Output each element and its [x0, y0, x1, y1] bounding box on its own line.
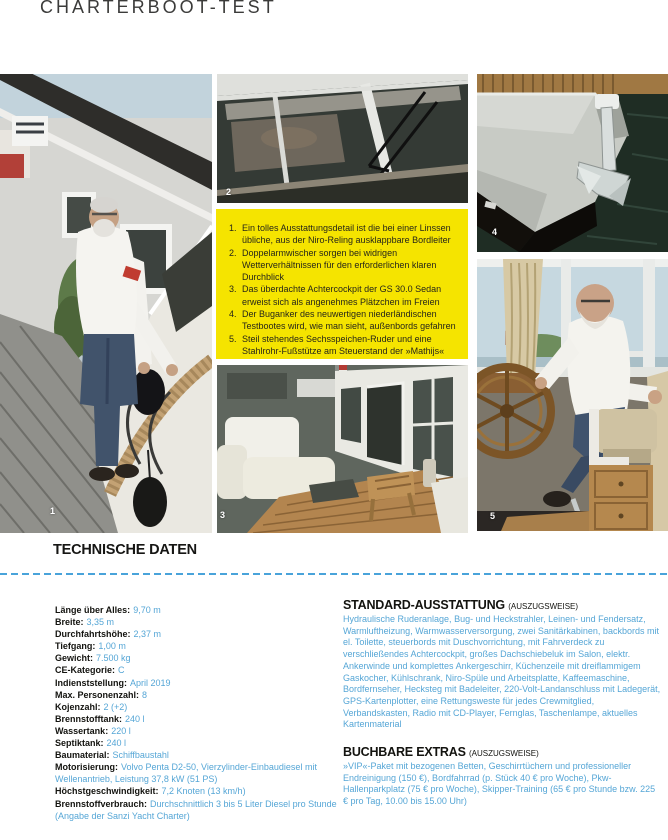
- spec-row: [55, 640, 337, 652]
- spec-row: [55, 616, 337, 628]
- spec-value: 240 l: [106, 738, 127, 749]
- spec-label: Kojenzahl:: [55, 701, 101, 712]
- spec-label: Motorisierung:: [55, 762, 118, 773]
- bookable-extras-heading: [343, 745, 661, 759]
- tech-data-heading: TECHNISCHE DATEN: [53, 542, 197, 558]
- photo-badge-1: 1: [50, 506, 56, 516]
- spec-row: [55, 761, 337, 785]
- spec-value: 1,00 m: [98, 641, 126, 652]
- spec-label: Tiefgang:: [55, 641, 96, 652]
- spec-value: 2 (+2): [103, 701, 128, 712]
- spec-row: [55, 749, 337, 761]
- photo-bow-anchor: [477, 74, 668, 252]
- spec-label: Gewicht:: [55, 653, 94, 664]
- standard-equipment-title: STANDARD-AUSSTATTUNG: [343, 598, 505, 612]
- photo-boarding-ladder-illustration: [0, 74, 212, 533]
- spec-value: Durchschnittlich 3 bis 5 Liter Diesel pro Stunde (Angabe der Sanzi Yacht Charter): [55, 798, 337, 821]
- callout-box: [216, 209, 468, 359]
- spec-row: [55, 701, 337, 713]
- spec-value: 9,70 m: [133, 605, 161, 615]
- spec-row: [55, 785, 337, 797]
- spec-label: Länge über Alles:: [55, 605, 131, 615]
- spec-label: Septiktank:: [55, 738, 104, 749]
- callout-item-number: 1.: [229, 223, 237, 233]
- callout-item-text: Steil stehendes Sechsspeichen-Ruder und eine Stahlrohr-Fußstütze am Steuerstand der »Mathijs«: [242, 333, 445, 356]
- photo-helm-illustration: [477, 259, 668, 531]
- equipment-column: [343, 598, 661, 808]
- photo-aft-cockpit-illustration: [217, 365, 468, 533]
- callout-item-number: 5.: [229, 333, 237, 344]
- spec-value: April 2019: [130, 677, 171, 688]
- standard-equipment-heading: [343, 598, 661, 612]
- spec-label: Breite:: [55, 617, 84, 628]
- callout-item: [229, 247, 458, 284]
- bookable-extras-body: »VIP«-Paket mit bezogenen Betten, Geschirrtüchern und professioneller Endreinigung (150 €), Bordfahrrad (p. Stück 40 € pro Woche), Pkw-Hallenparkplatz (75 € pro Woche), Skipper-Training (65 € pro Stunde bzw. 225 € pro Tag, 10.00 bis 15.00 Uhr): [343, 761, 656, 807]
- bookable-extras-subtitle: (AUSZUGSWEISE): [468, 749, 539, 759]
- spec-label: Indienststellung:: [55, 677, 127, 688]
- spec-row: [55, 628, 337, 640]
- callout-item-text: Ein tolles Ausstattungsdetail ist die bei einer Linssen übliche, aus der Niro-Reling ausklappbare Bordleiter: [242, 223, 451, 246]
- spec-label: Max. Personenzahl:: [55, 689, 140, 700]
- spec-row: [55, 604, 337, 616]
- spec-row: [55, 652, 337, 664]
- spec-label: Wassertank:: [55, 725, 109, 736]
- callout-item: [229, 222, 458, 247]
- spec-value: 7.500 kg: [96, 653, 131, 664]
- spec-column: [55, 600, 337, 822]
- standard-equipment-subtitle: (AUSZUGSWEISE): [508, 602, 579, 611]
- spec-value: 3,35 m: [86, 617, 115, 628]
- photo-badge-4: 4: [492, 227, 498, 237]
- spec-label: Brennstofftank:: [55, 713, 122, 724]
- callout-item-number: 4.: [229, 309, 237, 320]
- spacer: [343, 731, 661, 745]
- photo-boarding-ladder: [0, 74, 212, 533]
- spec-row: [55, 677, 337, 689]
- callout-item-text: Doppelarmwischer sorgen bei widrigen Wetterverhältnissen für den erforderlichen klaren Durchblick: [242, 247, 437, 283]
- photo-badge-2: 2: [226, 187, 232, 197]
- spec-row: [55, 798, 337, 822]
- photo-bow-anchor-illustration: [477, 74, 668, 252]
- spec-label: CE-Kategorie:: [55, 665, 116, 676]
- callout-item-text: Das überdachte Achtercockpit der GS 30.0 Sedan erweist sich als angenehmes Plätzchen im Freien: [242, 284, 442, 307]
- callout-item-number: 3.: [229, 284, 237, 295]
- spec-label: Brennstoffverbrauch:: [55, 798, 148, 809]
- dashed-divider: [0, 573, 668, 575]
- photo-aft-cockpit: [217, 365, 468, 533]
- spec-value: 220 l: [111, 725, 131, 736]
- spec-row: [55, 737, 337, 749]
- spec-label: Durchfahrtshöhe:: [55, 629, 131, 640]
- spec-row: [55, 689, 337, 701]
- spec-value: Volvo Penta D2-50, Vierzylinder-Einbaudiesel mit Wellenantrieb, Leistung 37,8 kW (51 PS): [55, 762, 317, 785]
- spec-label: Baumaterial:: [55, 750, 110, 761]
- callout-item: [229, 333, 458, 358]
- spec-label: Höchstgeschwindigkeit:: [55, 786, 159, 797]
- spec-value: 7,2 Knoten (13 km/h): [161, 786, 246, 797]
- photo-helm-station: [477, 259, 668, 531]
- standard-equipment-body: Hydraulische Ruderanlage, Bug- und Heckstrahler, Leinen- und Fendersatz, Warmluftheizung, Warmwasserversorgung, zwei Sanitärkabinen, backbords mit el. Toilette, steuerbords mit Duschvorrichtung, mit Fahrverdeck zu verschließendes Achtercockpit, großes Dachschiebeluk im Salon, elektr. Ankerwinde und komplettes Ankergeschirr, Küchenzeile mit dreiflammigem Gaskocher, Kühlschrank, Niro-Spüle und Arbeitsplatte, Kaffeemaschine, Bordfernseher, Hecksteg mit Badeleiter, 220-Volt-Landanschluss mit Ladegerät, GPS-Kartenplotter, eine Rettungsweste für jedes Crewmitglied, Verbandskasten, Radio mit CD-Player, Fernglas, Taschenlampe, aktuelles Kartenmaterial: [343, 614, 661, 730]
- spec-value: 2,37 m: [133, 629, 162, 640]
- spec-value: Schiffbaustahl: [112, 750, 169, 761]
- photo-windshield-wipers: [217, 74, 468, 203]
- spec-row: [55, 713, 337, 725]
- spec-value: 240 l: [125, 713, 145, 724]
- callout-item-text: Der Buganker des neuwertigen niederländischen Testbootes wird, wie man sieht, außenbords gefahren: [242, 309, 456, 332]
- photo-windshield-illustration: [217, 74, 468, 203]
- photo-badge-5: 5: [490, 511, 496, 521]
- spec-row: [55, 725, 337, 737]
- callout-item: [229, 283, 458, 308]
- callout-item: [229, 308, 458, 333]
- spec-value: 8: [142, 689, 148, 700]
- callout-item-number: 2.: [229, 247, 237, 258]
- page-title: CHARTERBOOT-TEST: [40, 0, 277, 17]
- bookable-extras-title: BUCHBARE EXTRAS: [343, 745, 466, 760]
- callout-list: [229, 222, 458, 357]
- spec-row: [55, 664, 337, 676]
- spec-value: C: [118, 665, 125, 676]
- photo-badge-3: 3: [220, 510, 226, 520]
